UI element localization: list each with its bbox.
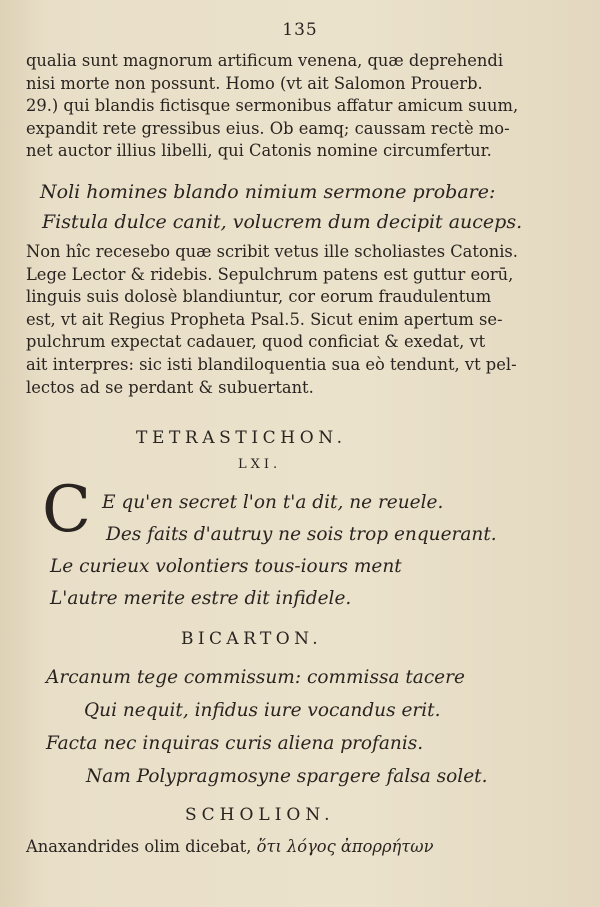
number-label: LXI.: [238, 457, 282, 472]
heading-scholion: SCHOLION.: [185, 805, 335, 825]
verse-line: L'autre merite estre dit infidele.: [50, 588, 352, 609]
text-line: linguis suis dolosè blandiuntur, cor eorum fraudulentum: [26, 287, 492, 307]
verse-line: Nam Polypragmosyne spargere falsa solet.: [86, 766, 488, 787]
verse-line: Le curieux volontiers tous-iours ment: [50, 556, 402, 577]
verse-line: Arcanum tege commissum: commissa tacere: [46, 667, 465, 688]
verse-line: Des faits d'autruy ne sois trop enquerant.: [106, 524, 497, 545]
text-line: Non hîc recesebo quæ scribit vetus ille scholiastes Catonis.: [26, 242, 518, 261]
drop-cap: C: [42, 473, 91, 547]
verse-line: Fistula dulce canit, volucrem dum decipit auceps.: [42, 211, 523, 233]
verse-line: Noli homines blando nimium sermone probare:: [40, 181, 496, 203]
last-line: [26, 837, 433, 856]
page-number: 135: [282, 20, 318, 40]
verse-quotation: [40, 177, 523, 237]
text-line: lectos ad se perdant & subuertant.: [26, 377, 314, 397]
text-line: Lege Lector & ridebis. Sepulchrum patens est guttur eorū,: [26, 264, 514, 284]
text-line: nisi morte non possunt. Homo (vt ait Salomon Prouerb.: [26, 73, 483, 93]
verse-line: Facta nec inquiras curis aliena profanis.: [46, 733, 424, 754]
text-line: net auctor illius libelli, qui Catonis nomine circumfertur.: [26, 141, 492, 161]
text-line: qualia sunt magnorum artificum venena, quæ deprehendi: [26, 51, 504, 70]
text-line: est, vt ait Regius Propheta Psal.5. Sicut enim apertum se-: [26, 309, 503, 329]
verse-line: Qui nequit, infidus iure vocandus erit.: [84, 700, 441, 721]
french-quatrain: [50, 487, 497, 615]
text-line: pulchrum expectat cadauer, quod conficiat & exedat, vt: [26, 332, 486, 352]
latin-distich: [46, 661, 487, 793]
greek-text: ὅτι λόγος ἀπορρήτων: [256, 837, 434, 856]
paragraph-2: [26, 241, 518, 399]
text-line: ait interpres: sic isti blandiloquentia sua eò tendunt, vt pel-: [26, 354, 517, 374]
heading-bicarton: BICARTON.: [181, 629, 323, 649]
text-line: 29.) qui blandis fictisque sermonibus affatur amicum suum,: [26, 96, 519, 116]
verse-line: E qu'en secret l'on t'a dit, ne reuele.: [102, 492, 444, 513]
paragraph-1: [26, 50, 519, 163]
text-line: expandit rete gressibus eius. Ob eamq; caussam rectè mo-: [26, 118, 510, 138]
heading-tetrastichon: TETRASTICHON.: [136, 428, 347, 448]
latin-text: Anaxandrides olim dicebat,: [26, 837, 252, 856]
